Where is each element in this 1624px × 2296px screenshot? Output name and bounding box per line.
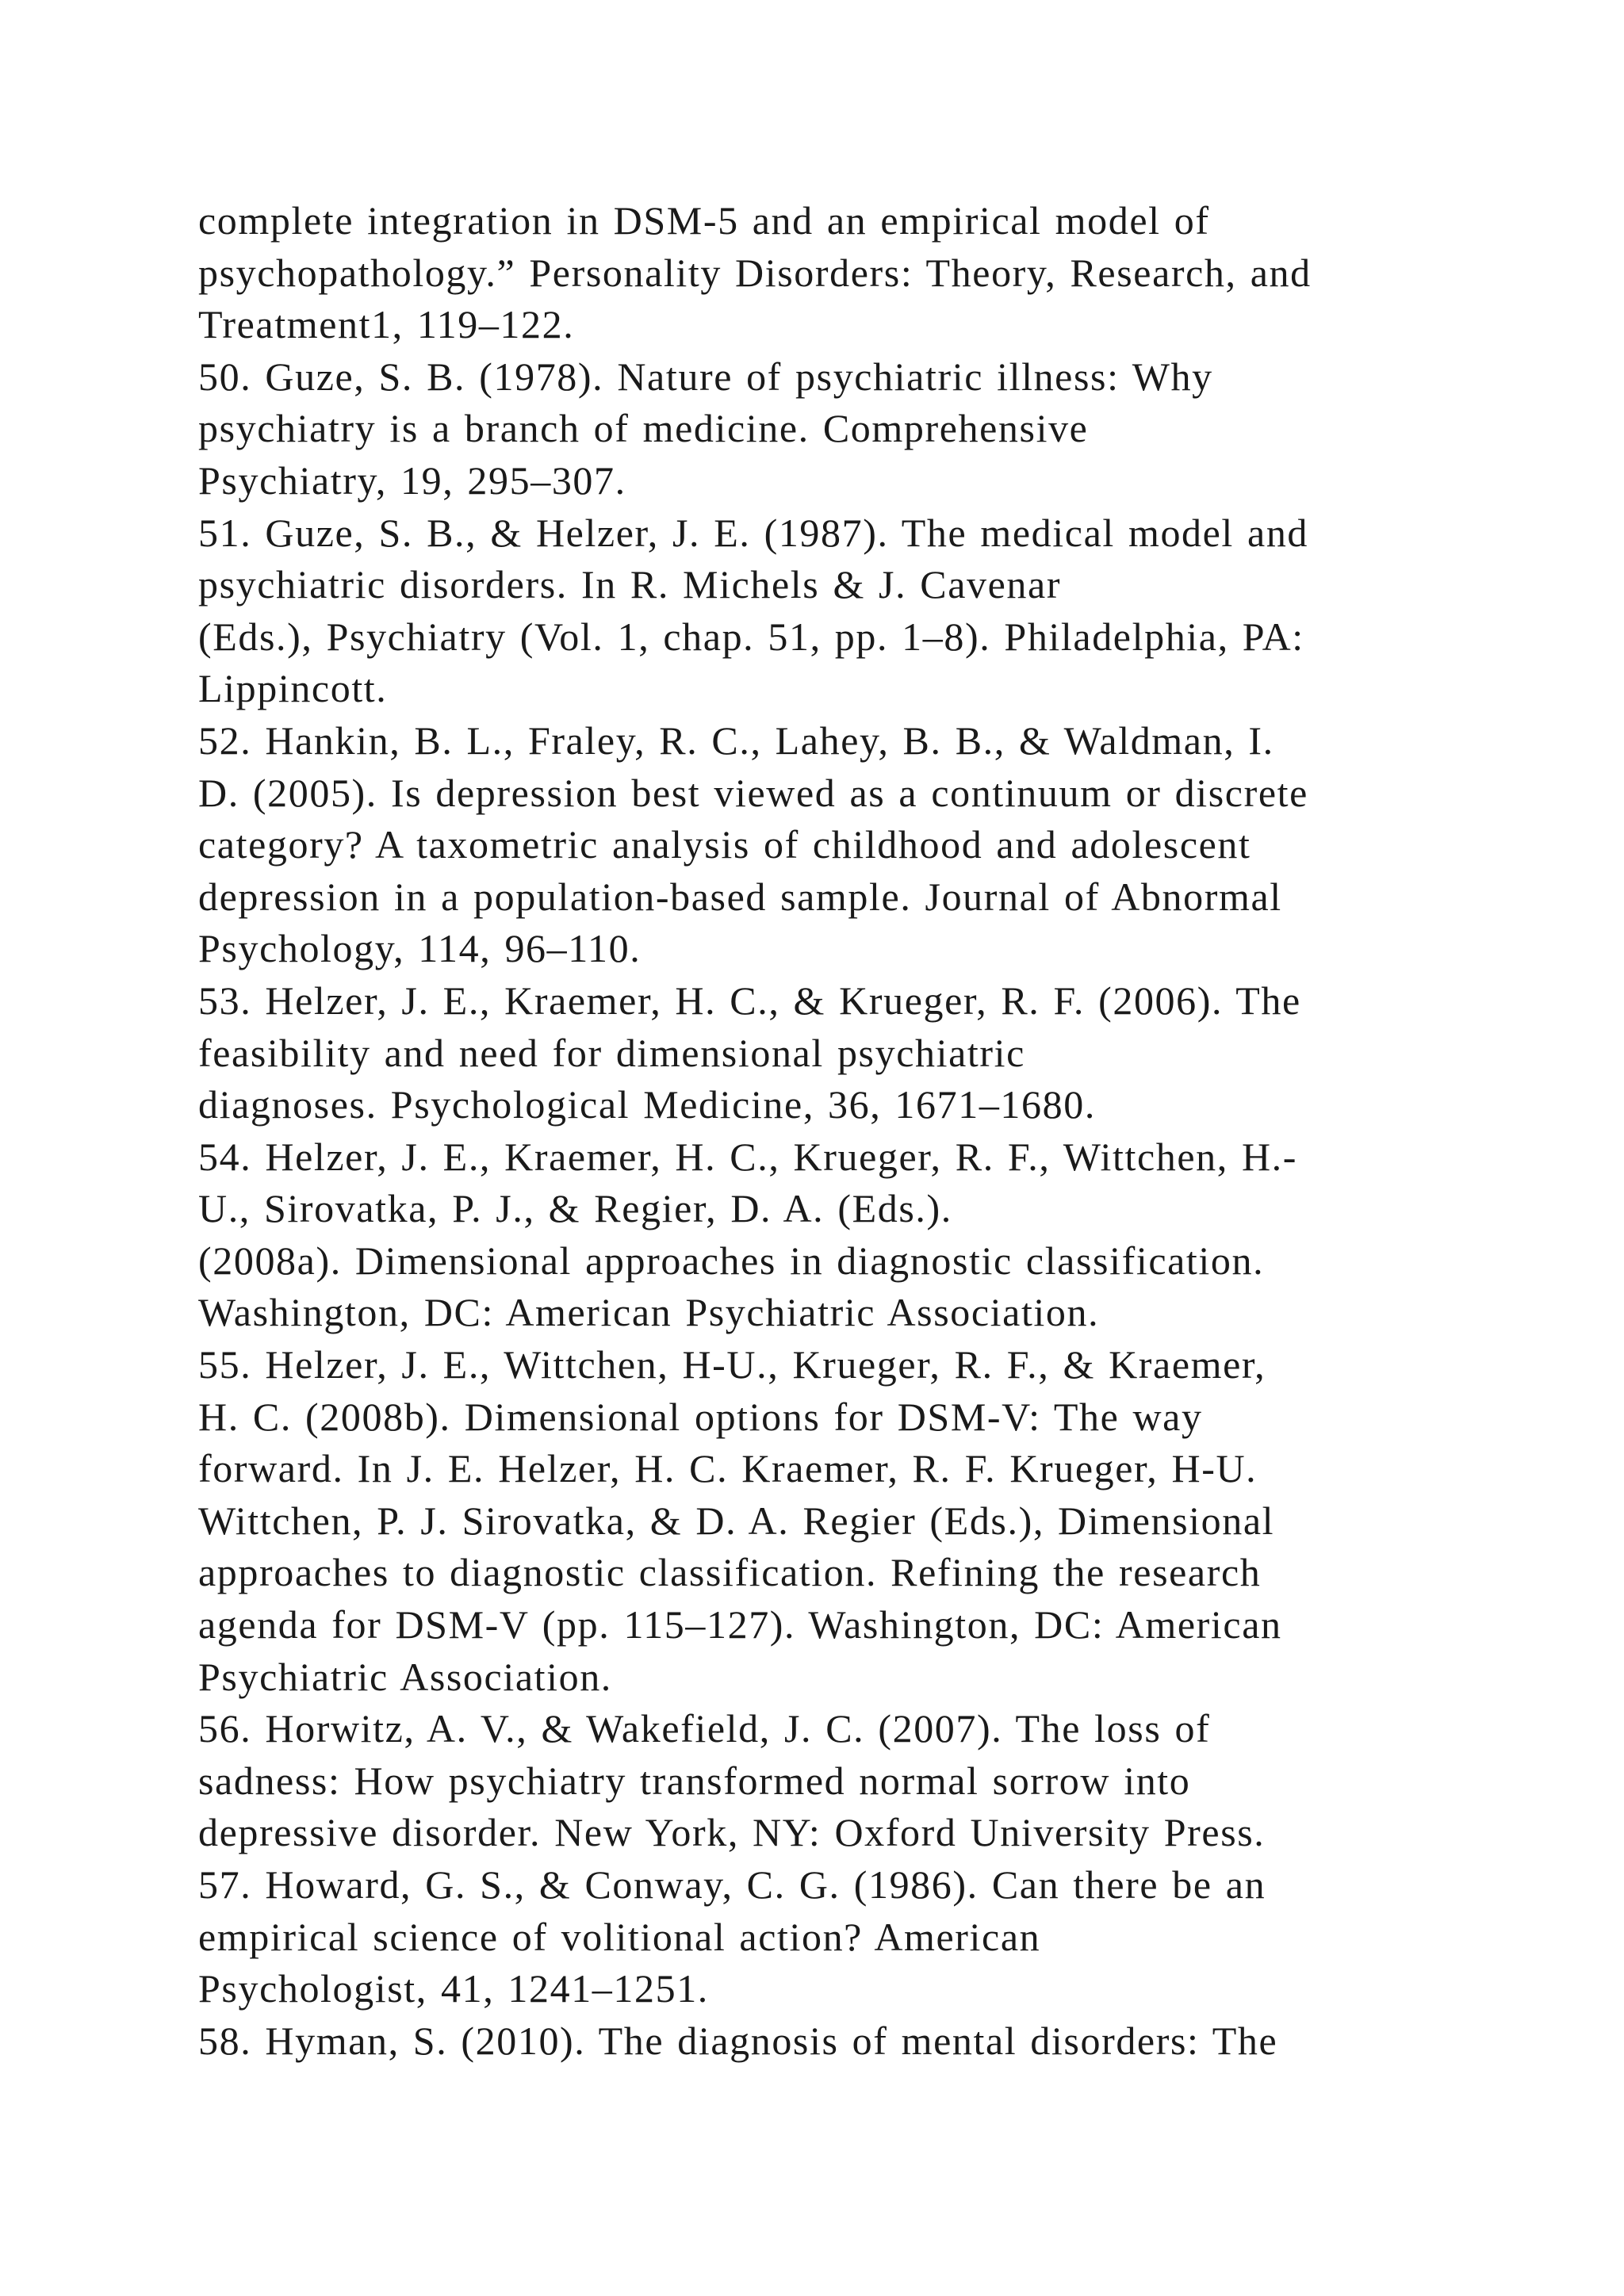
reference-line: category? A taxometric analysis of childhood and adolescent <box>198 822 1251 867</box>
reference-line: 50. Guze, S. B. (1978). Nature of psychiatric illness: Why <box>198 354 1213 399</box>
reference-line: Psychology, 114, 96–110. <box>198 926 642 971</box>
reference-line: H. C. (2008b). Dimensional options for DSM-V: The way <box>198 1394 1203 1439</box>
reference-line: psychiatric disorders. In R. Michels & J. Cavenar <box>198 562 1062 607</box>
reference-line: 56. Horwitz, A. V., & Wakefield, J. C. (2007). The loss of <box>198 1706 1211 1751</box>
reference-line: (2008a). Dimensional approaches in diagnostic classification. <box>198 1238 1265 1283</box>
reference-line: 51. Guze, S. B., & Helzer, J. E. (1987). The medical model and <box>198 510 1309 555</box>
reference-line: approaches to diagnostic classification. Refining the research <box>198 1550 1262 1595</box>
reference-list <box>198 195 1499 2067</box>
reference-line: agenda for DSM-V (pp. 115–127). Washington, DC: American <box>198 1602 1282 1647</box>
reference-line: 52. Hankin, B. L., Fraley, R. C., Lahey, B. B., & Waldman, I. <box>198 718 1274 763</box>
reference-line: Psychiatric Association. <box>198 1654 612 1699</box>
reference-line: Psychiatry, 19, 295–307. <box>198 457 626 503</box>
reference-line: psychopathology.” Personality Disorders: Theory, Research, and <box>198 250 1312 295</box>
reference-line: forward. In J. E. Helzer, H. C. Kraemer, R. F. Krueger, H-U. <box>198 1446 1258 1491</box>
reference-line: complete integration in DSM-5 and an empirical model of <box>198 198 1210 243</box>
reference-line: D. (2005). Is depression best viewed as a continuum or discrete <box>198 770 1308 815</box>
reference-line: 57. Howard, G. S., & Conway, C. G. (1986). Can there be an <box>198 1862 1266 1907</box>
reference-line: 55. Helzer, J. E., Wittchen, H-U., Krueger, R. F., & Kraemer, <box>198 1342 1266 1387</box>
reference-line: depression in a population-based sample. Journal of Abnormal <box>198 874 1282 919</box>
reference-line: Washington, DC: American Psychiatric Association. <box>198 1290 1100 1335</box>
reference-line: diagnoses. Psychological Medicine, 36, 1671–1680. <box>198 1082 1096 1127</box>
reference-line: U., Sirovatka, P. J., & Regier, D. A. (Eds.). <box>198 1186 952 1231</box>
reference-line: Lippincott. <box>198 666 388 711</box>
reference-line: empirical science of volitional action? American <box>198 1914 1041 1959</box>
reference-line: Psychologist, 41, 1241–1251. <box>198 1966 709 2011</box>
reference-line: depressive disorder. New York, NY: Oxford University Press. <box>198 1810 1266 1855</box>
reference-line: 58. Hyman, S. (2010). The diagnosis of mental disorders: The <box>198 2018 1278 2063</box>
reference-line: (Eds.), Psychiatry (Vol. 1, chap. 51, pp. 1–8). Philadelphia, PA: <box>198 614 1304 659</box>
reference-line: psychiatry is a branch of medicine. Comprehensive <box>198 406 1089 451</box>
reference-line: 54. Helzer, J. E., Kraemer, H. C., Krueger, R. F., Wittchen, H.- <box>198 1134 1298 1179</box>
reference-line: 53. Helzer, J. E., Kraemer, H. C., & Krueger, R. F. (2006). The <box>198 978 1301 1023</box>
reference-line: Wittchen, P. J. Sirovatka, & D. A. Regier (Eds.), Dimensional <box>198 1498 1275 1543</box>
reference-line: feasibility and need for dimensional psychiatric <box>198 1030 1025 1075</box>
reference-line: Treatment1, 119–122. <box>198 302 575 347</box>
reference-line: sadness: How psychiatry transformed normal sorrow into <box>198 1758 1191 1803</box>
